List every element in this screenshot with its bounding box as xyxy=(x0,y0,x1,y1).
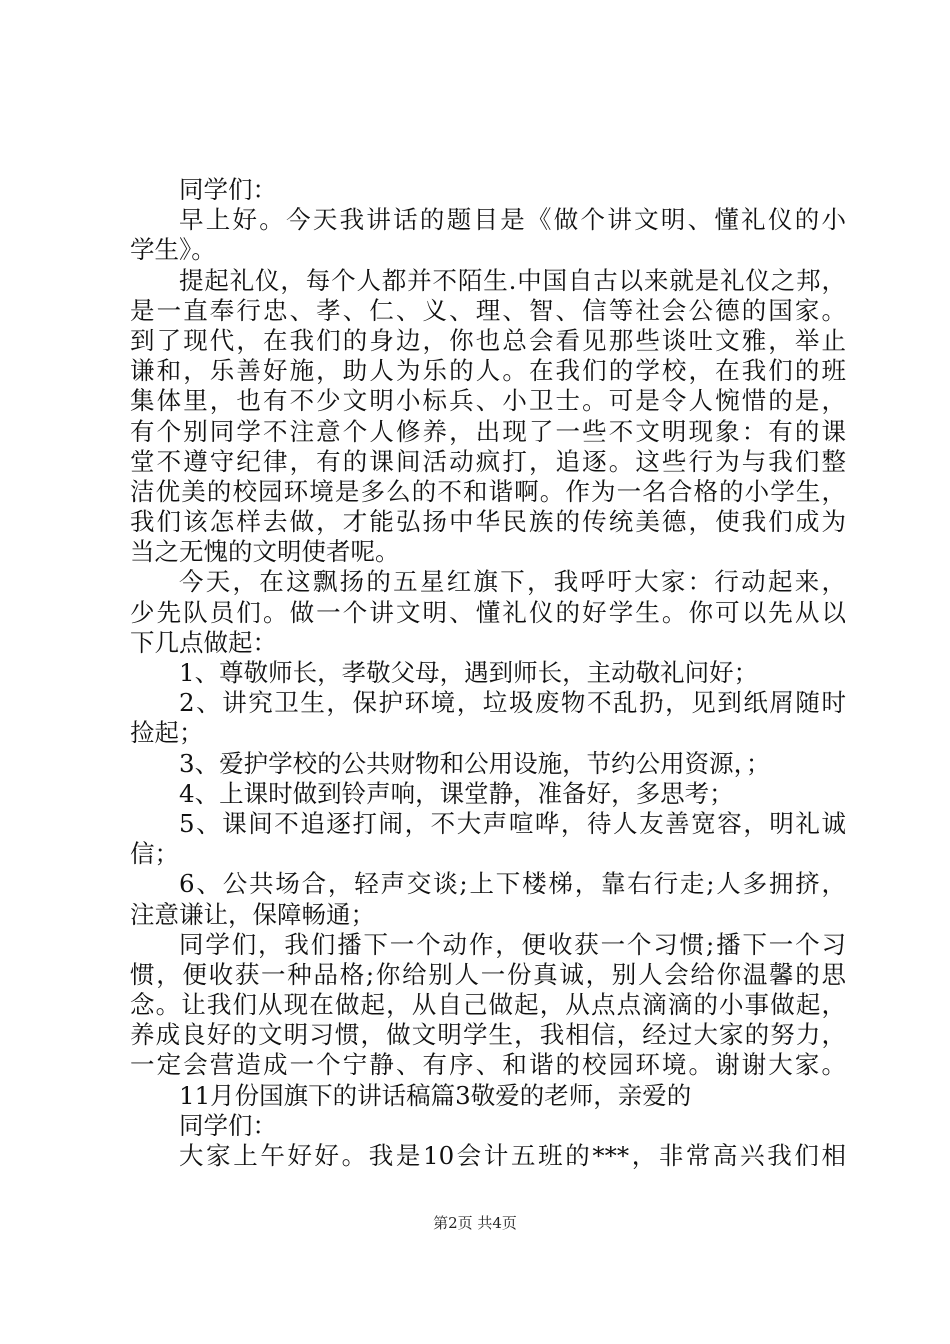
page-number-footer: 第2页 共4页 xyxy=(433,1214,517,1232)
text-line: 信； xyxy=(130,839,179,869)
text-line: 同学们，我们播下一个动作，便收获一个习惯;播下一个习 xyxy=(179,929,846,959)
text-line: 洁优美的校园环境是多么的不和谐啊。作为一名合格的小学生， xyxy=(130,476,846,506)
text-line: 4、上课时做到铃声响，课堂静，准备好，多思考； xyxy=(179,778,734,808)
text-line: 当之无愧的文明使者呢。 xyxy=(130,537,400,567)
text-line: 11月份国旗下的讲话稿篇3敬爱的老师，亲爱的 xyxy=(179,1080,692,1110)
text-line: 少先队员们。做一个讲文明、懂礼仪的好学生。你可以先从以 xyxy=(130,597,846,627)
text-line: 谦和，乐善好施，助人为乐的人。在我们的学校，在我们的班 xyxy=(130,356,846,386)
text-line: 6、公共场合，轻声交谈;上下楼梯，靠右行走;人多拥挤， xyxy=(179,869,846,899)
document-body xyxy=(130,175,846,1171)
text-line: 堂不遵守纪律，有的课间活动疯打，追逐。这些行为与我们整 xyxy=(130,446,846,476)
text-line: 同学们： xyxy=(179,1110,277,1140)
text-line: 今天，在这飘扬的五星红旗下，我呼吁大家：行动起来， xyxy=(179,567,846,597)
text-line: 惯，便收获一种品格;你给别人一份真诚，别人会给你温馨的思 xyxy=(130,959,846,989)
text-line: 养成良好的文明习惯，做文明学生，我相信，经过大家的努力， xyxy=(130,1020,846,1050)
text-line: 我们该怎样去做，才能弘扬中华民族的传统美德，使我们成为 xyxy=(130,507,846,537)
text-line: 提起礼仪，每个人都并不陌生.中国自古以来就是礼仪之邦， xyxy=(179,265,846,295)
text-line: 同学们： xyxy=(179,175,277,204)
text-line: 注意谦让，保障畅通； xyxy=(130,899,375,929)
text-line: 早上好。今天我讲话的题目是《做个讲文明、懂礼仪的小 xyxy=(179,205,846,235)
text-line: 1、尊敬师长，孝敬父母，遇到师长，主动敬礼问好； xyxy=(179,658,759,687)
text-line: 3、爱护学校的公共财物和公用设施，节约公用资源，； xyxy=(179,748,771,778)
text-line: 2、讲究卫生，保护环境，垃圾废物不乱扔，见到纸屑随时 xyxy=(179,688,846,718)
text-line: 捡起； xyxy=(130,718,204,748)
text-line: 是一直奉行忠、孝、仁、义、理、智、信等社会公德的国家。 xyxy=(130,295,846,325)
text-line: 大家上午好好。我是10会计五班的***，非常高兴我们相 xyxy=(179,1141,846,1170)
text-line: 到了现代，在我们的身边，你也总会看见那些谈吐文雅，举止 xyxy=(130,325,846,355)
text-line: 学生》。 xyxy=(130,235,216,265)
text-line: 下几点做起： xyxy=(130,627,277,657)
text-line: 5、课间不追逐打闹，不大声喧哗，待人友善宽容，明礼诚 xyxy=(179,808,846,838)
text-line: 一定会营造成一个宁静、有序、和谐的校园环境。谢谢大家。 xyxy=(130,1050,846,1080)
text-line: 集体里，也有不少文明小标兵、小卫士。可是令人惋惜的是， xyxy=(130,386,846,416)
text-line: 有个别同学不注意个人修养，出现了一些不文明现象：有的课 xyxy=(130,416,846,446)
text-line: 念。让我们从现在做起，从自己做起，从点点滴滴的小事做起， xyxy=(130,990,846,1020)
